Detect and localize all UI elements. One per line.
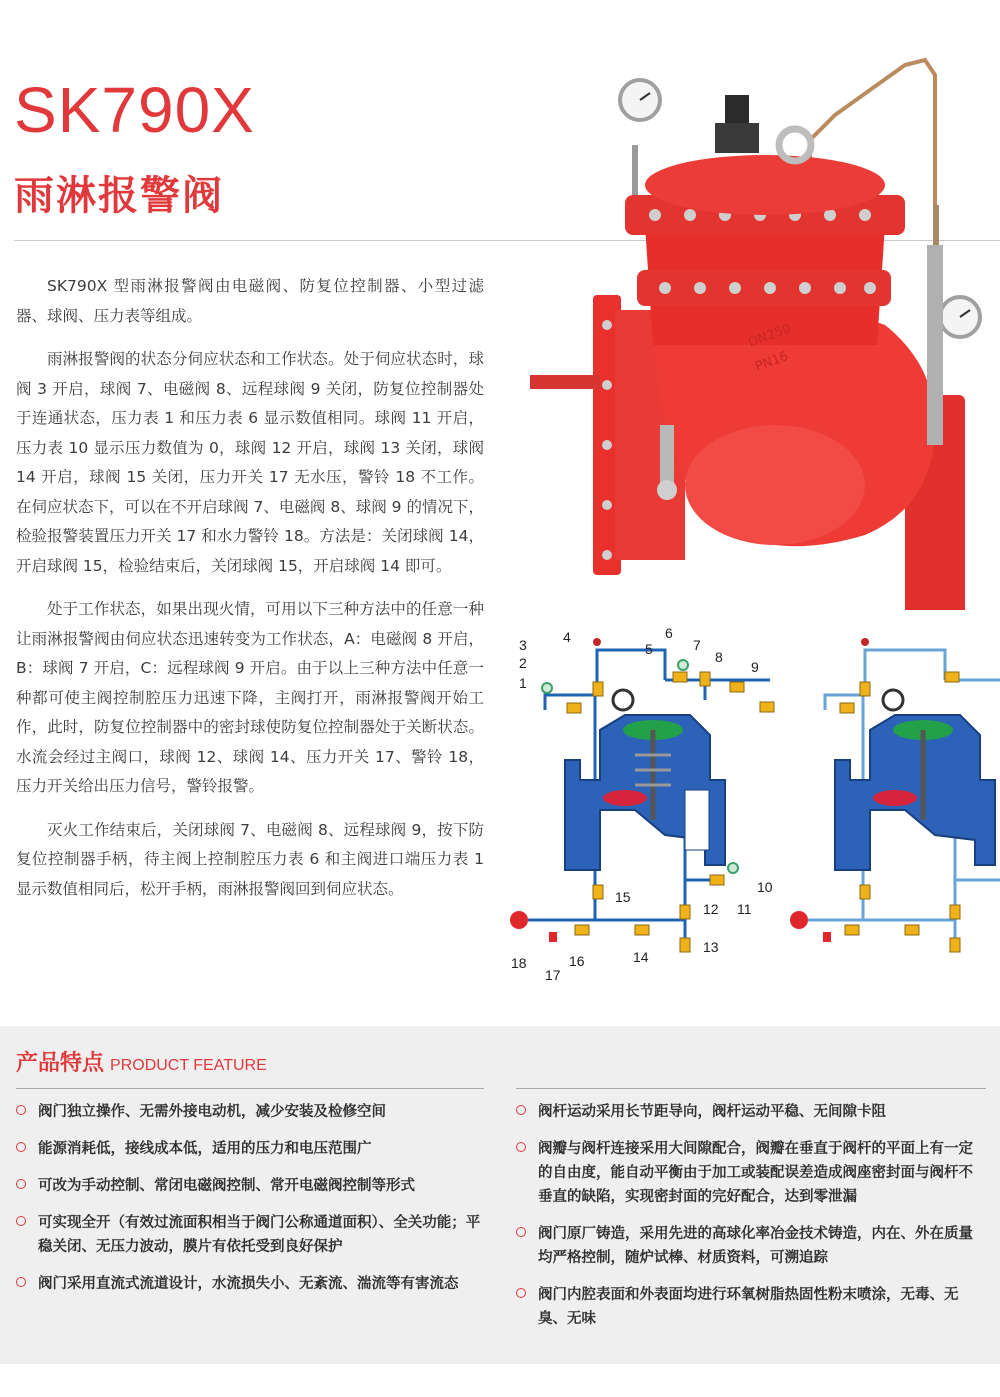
diagram-label: 7 — [693, 637, 701, 653]
description — [16, 272, 484, 918]
bullet-icon — [516, 1142, 526, 1152]
feature-item: 能源消耗低，接线成本低，适用的压力和电压范围广 — [14, 1137, 484, 1161]
diagram-label: 11 — [737, 901, 752, 917]
diagram-label: 17 — [545, 967, 561, 983]
pressure-mark: PN16 — [753, 348, 791, 375]
feature-item: 阀门独立操作、无需外接电动机，减少安装及检修空间 — [14, 1100, 484, 1124]
diagram-label: 12 — [703, 901, 719, 917]
feature-item: 阀瓣与阀杆连接采用大间隙配合，阀瓣在垂直于阀杆的平面上有一定的自由度，能自动平衡由于加工或装配误差造成阀座密封面与阀杆不垂直的缺陷，实现密封面的完好配合，达到零泄漏 — [514, 1137, 984, 1209]
diagram-label: 10 — [757, 879, 773, 895]
feature-divider-left — [16, 1088, 484, 1089]
description-paragraph-4: 灭火工作结束后，关闭球阀 7、电磁阀 8、远程球阀 9，按下防复位控制器手柄，待主阀上控制腔压力表 6 和主阀进口端压力表 1 显示数值相同后，松开手柄，雨淋报警阀回到伺应状态。 — [16, 820, 484, 898]
feature-list-left — [14, 1100, 484, 1309]
diagram-label: 1 — [519, 675, 527, 691]
flange-mark: DN250 — [746, 321, 794, 351]
feature-item: 阀门采用直流式流道设计，水流损失小、无紊流、湍流等有害流态 — [14, 1272, 484, 1296]
description-paragraph-1: SK790X 型雨淋报警阀由电磁阀、防复位控制器、小型过滤器、球阀、压力表等组成。 — [16, 277, 484, 325]
feature-title-cn: 产品特点 — [16, 1051, 105, 1076]
description-paragraph-2: 雨淋报警阀的状态分伺应状态和工作状态。处于伺应状态时，球阀 3 开启，球阀 7、电磁阀 8、远程球阀 9 关闭，防复位控制器处于连通状态，压力表 1 和压力表 6 显示数值相同。球阀 11 开启，压力表 10 显示压力数值为 0，球阀 12 开启，球阀 13 关闭，球阀 14 开启，球阀 15 关闭，压力开关 17 无水压，警铃 18 不工作。在伺应状态下，可以在不开启球阀 7、电磁阀 8、球阀 9 的情况下，检验报警装置压力开关 17 和水力警铃 18。方法是：关闭球阀 14，开启球阀 15，检验结束后，关闭球阀 15，开启球阀 14 即可。 — [16, 350, 484, 575]
feature-divider-right — [516, 1088, 986, 1089]
feature-item: 阀门原厂铸造，采用先进的高球化率冶金技术铸造，内在、外在质量均严格控制，随炉试棒、材质资料，可溯追踪 — [514, 1222, 984, 1270]
diagram-label: 8 — [715, 649, 723, 665]
bullet-icon — [16, 1216, 26, 1226]
bullet-icon — [516, 1227, 526, 1237]
diagram-label: 15 — [615, 889, 631, 905]
diagram-label: 6 — [665, 625, 673, 641]
feature-item: 可改为手动控制、常闭电磁阀控制、常开电磁阀控制等形式 — [14, 1174, 484, 1198]
bullet-icon — [16, 1142, 26, 1152]
bullet-icon — [16, 1277, 26, 1287]
diagram-label: 13 — [703, 939, 719, 955]
page-title: 雨淋报警阀 — [14, 173, 224, 219]
diagram-label: 5 — [645, 641, 653, 657]
feature-heading — [16, 1046, 267, 1077]
diagram-label: 9 — [751, 659, 759, 675]
bullet-icon — [16, 1105, 26, 1115]
bullet-icon — [516, 1105, 526, 1115]
diagram-label: 2 — [519, 655, 527, 671]
valve-photo — [505, 45, 1000, 610]
schematic-diagrams — [505, 620, 1000, 990]
feature-item: 阀门内腔表面和外表面均进行环氧树脂热固性粉末喷涂，无毒、无臭、无味 — [514, 1283, 984, 1331]
model-number: SK790X — [14, 74, 255, 146]
diagram-label: 4 — [563, 629, 571, 645]
diagram-label: 16 — [569, 953, 585, 969]
feature-title-en: PRODUCT FEATURE — [110, 1057, 267, 1074]
feature-list-right — [514, 1100, 984, 1344]
diagram-label: 14 — [633, 949, 649, 965]
diagram-label: 18 — [511, 955, 527, 971]
feature-item: 阀杆运动采用长节距导向，阀杆运动平稳、无间隙卡阻 — [514, 1100, 984, 1124]
bullet-icon — [516, 1288, 526, 1298]
feature-item: 可实现全开（有效过流面积相当于阀门公称通道面积）、全关功能；平稳关闭、无压力波动，膜片有依托受到良好保护 — [14, 1211, 484, 1259]
diagram-label: 3 — [519, 637, 527, 653]
bullet-icon — [16, 1179, 26, 1189]
description-paragraph-3: 处于工作状态，如果出现火情，可用以下三种方法中的任意一种让雨淋报警阀由伺应状态迅速转变为工作状态，A：电磁阀 8 开启，B：球阀 7 开启，C：远程球阀 9 开启。由于以上三种方法中任意一种都可使主阀控制腔压力迅速下降，主阀打开，雨淋报警阀开始工作，此时，防复位控制器中的密封球使防复位控制器处于关断状态。水流会经过主阀口，球阀 12、球阀 14、压力开关 17、警铃 18，压力开关给出压力信号，警铃报警。 — [16, 600, 484, 795]
